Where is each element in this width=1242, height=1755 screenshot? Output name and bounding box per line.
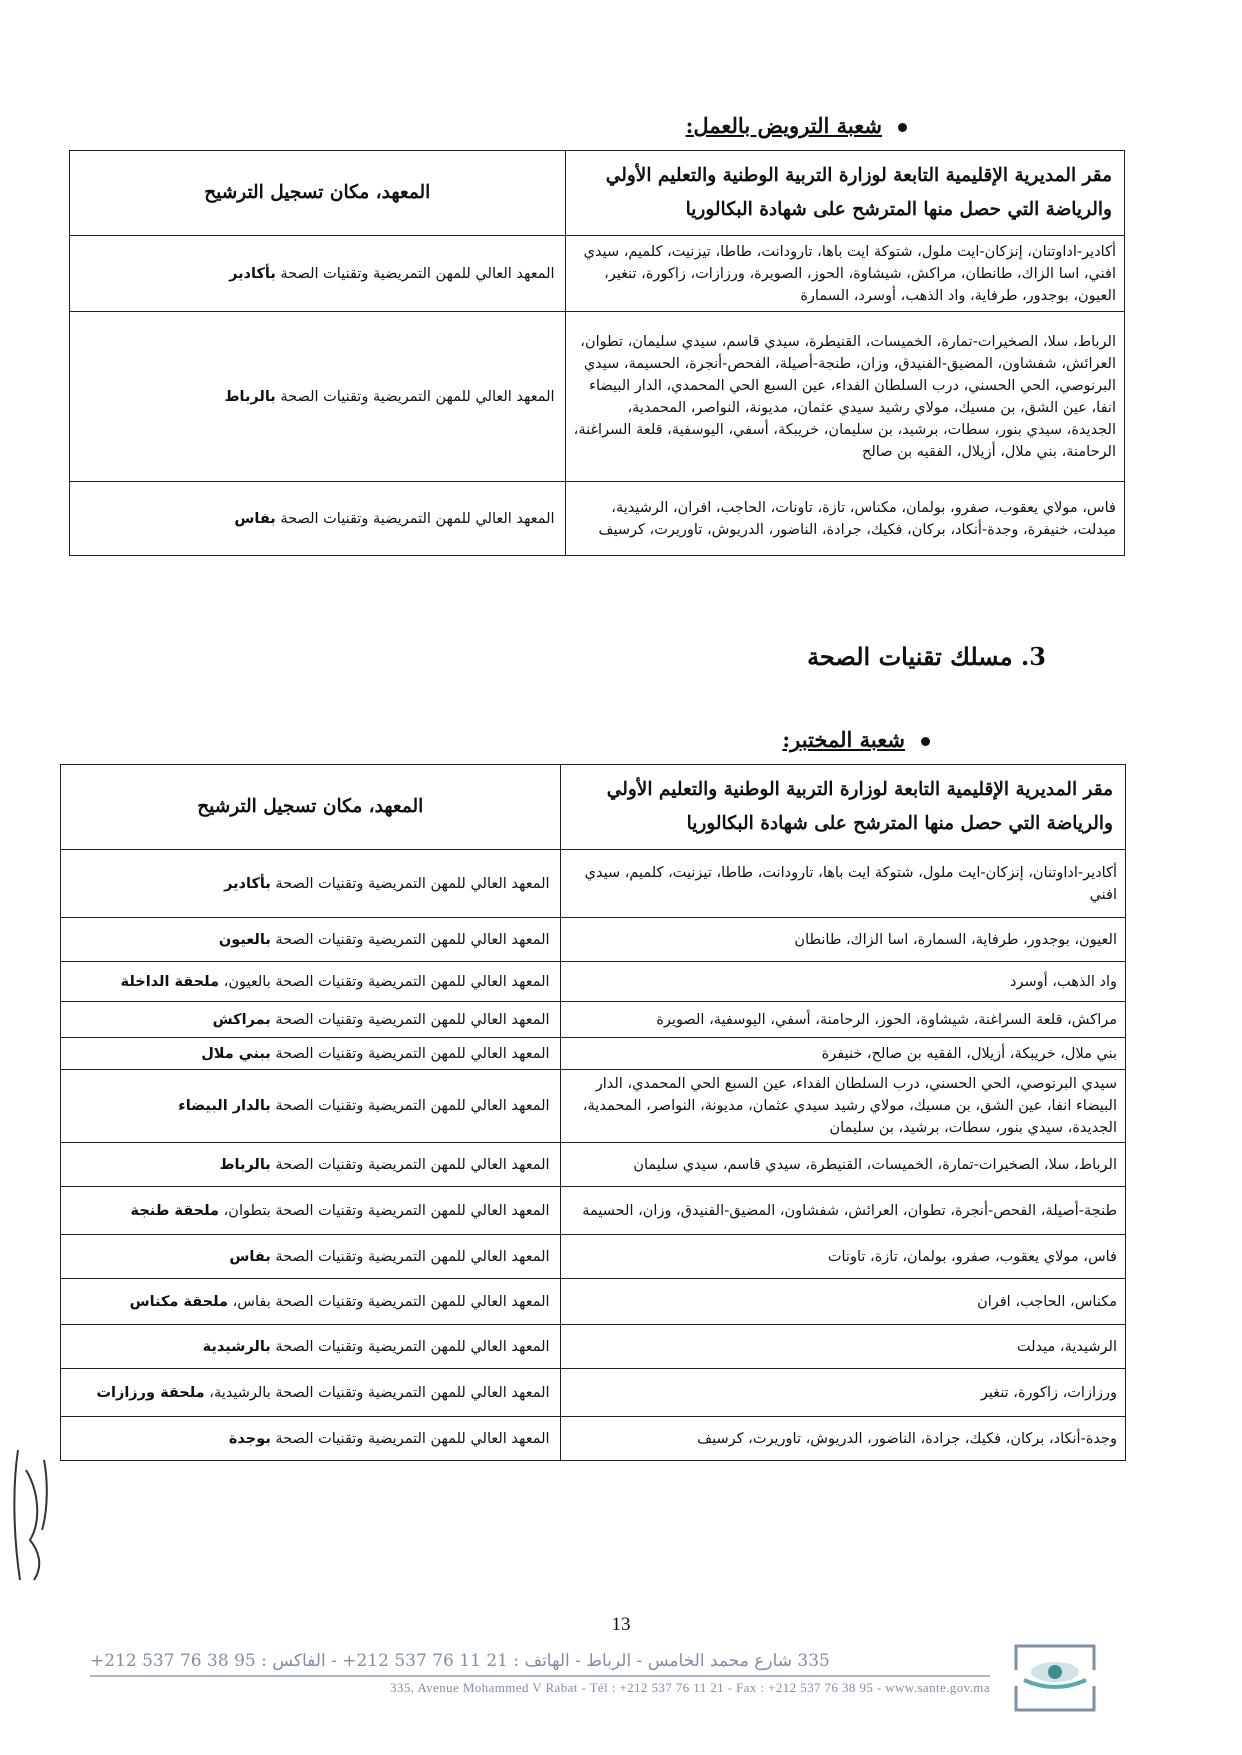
table-b-row — [61, 1187, 1126, 1235]
institute-cell — [61, 1038, 561, 1070]
institute-city: بالدار البيضاء — [178, 1098, 271, 1114]
regions-cell: الرباط، سلا، الصخيرات-تمارة، الخميسات، القنيطرة، سيدي قاسم، سيدي سليمان، تطوان، العرائش، شفشاون، المضيق-الفنيدق، وزان، طنجة-أصيلة، الفحص-أنجرة، الحسيمة، سيدي البرنوصي، الحي الحسني، درب السلطان الفداء، عين السبع الحي المحمدي، الدار البيضاء انفا، عين الشق، بن مسيك، مولاي رشيد سيدي عثمان، مديونة، النواصر، المحمدية، الجديدة، سيدي بنور، سطات، برشيد، بن سليمان، خريبكة، أسفي، اليوسفية، قلعة السراغنة، الرحامنة، بني ملال، أزيلال، الفقيه بن صالح — [565, 312, 1124, 482]
regions-cell: وجدة-أنكاد، بركان، فكيك، جرادة، الناضور، الدريوش، تاوريرت، كرسيف — [560, 1417, 1125, 1461]
institute-cell — [61, 1279, 561, 1325]
table-a-row — [70, 312, 1125, 482]
table-b-row — [61, 1279, 1126, 1325]
institute-name: المعهد العالي للمهن التمريضية وتقنيات الصحة — [275, 1248, 550, 1265]
regions-cell: مراكش، قلعة السراغنة، شيشاوة، الحوز، الرحامنة، أسفي، اليوسفية، الصويرة — [560, 1002, 1125, 1038]
institute-city: بمراكش — [212, 1011, 271, 1028]
regions-cell: الرشيدية، ميدلت — [560, 1325, 1125, 1369]
table-b-row — [61, 850, 1126, 918]
bullet-heading-b: شعبة المختبر: — [782, 727, 930, 752]
regions-cell: واد الذهب، أوسرد — [560, 962, 1125, 1002]
institute-cell — [61, 1235, 561, 1279]
footer-divider — [90, 1675, 990, 1677]
table-a-header-institute: المعهد، مكان تسجيل الترشيح — [70, 151, 566, 236]
regions-cell: ورزازات، زاكورة، تنغير — [560, 1369, 1125, 1417]
regions-cell: العيون، بوجدور، طرفاية، السمارة، اسا الزاك، طانطان — [560, 918, 1125, 962]
table-b-row — [61, 1325, 1126, 1369]
institute-cell — [61, 1325, 561, 1369]
institute-name: المعهد العالي للمهن التمريضية وتقنيات الصحة بفاس، — [232, 1293, 550, 1310]
table-a-header-directorate: مقر المديرية الإقليمية التابعة لوزارة التربية الوطنية والتعليم الأولي والرياضة التي حصل منها المترشح على شهادة البكالوريا — [565, 151, 1124, 236]
regions-cell: الرباط، سلا، الصخيرات-تمارة، الخميسات، القنيطرة، سيدي قاسم، سيدي سليمان — [560, 1143, 1125, 1187]
institute-cell — [61, 1369, 561, 1417]
institute-cell — [61, 1417, 561, 1461]
table-b-row — [61, 1070, 1126, 1143]
regions-cell: فاس، مولاي يعقوب، صفرو، بولمان، مكناس، تازة، تاونات، الحاجب، افران، الرشيدية، ميدلت، خنيفرة، وجدة-أنكاد، بركان، فكيك، جرادة، الناضور، الدريوش، تاوريرت، كرسيف — [565, 482, 1124, 556]
signature-mark — [8, 1440, 58, 1590]
institute-cell — [61, 1070, 561, 1143]
page-number: 13 — [611, 1614, 631, 1635]
table-a-row — [70, 236, 1125, 312]
institute-cell — [61, 1143, 561, 1187]
table-occupational-therapy — [69, 150, 1125, 556]
table-laboratory — [60, 764, 1126, 1461]
table-b-row — [61, 962, 1126, 1002]
institute-name: المعهد العالي للمهن التمريضية وتقنيات الصحة — [280, 510, 555, 527]
ministry-logo-icon — [1010, 1642, 1100, 1714]
table-b-row — [61, 1369, 1126, 1417]
table-b-row — [61, 1417, 1126, 1461]
institute-name: المعهد العالي للمهن التمريضية وتقنيات الصحة — [275, 1045, 550, 1062]
institute-name: المعهد العالي للمهن التمريضية وتقنيات الصحة — [275, 1011, 550, 1028]
institute-name: المعهد العالي للمهن التمريضية وتقنيات الصحة — [275, 1156, 550, 1173]
regions-cell: فاس، مولاي يعقوب، صفرو، بولمان، تازة، تاونات — [560, 1235, 1125, 1279]
regions-cell: بني ملال، خريبكة، أزيلال، الفقيه بن صالح، خنيفرة — [560, 1038, 1125, 1070]
bullet-icon — [921, 737, 930, 746]
footer-latin: 335, Avenue Mohammed V Rabat - Tél : +212 537 76 11 21 - Fax : +212 537 76 38 95 - www.sante.gov.ma — [390, 1680, 990, 1695]
institute-city: بفاس — [229, 1248, 271, 1265]
institute-name: المعهد العالي للمهن التمريضية وتقنيات الصحة — [280, 265, 555, 282]
institute-city: ملحقة ورزازات — [96, 1384, 205, 1401]
footer-arabic: 335 شارع محمد الخامس - الرباط - الهاتف : 21 11 76 537 212+ - الفاكس : 95 38 76 537 212+ — [90, 1651, 830, 1671]
institute-name: المعهد العالي للمهن التمريضية وتقنيات الصحة بتطوان، — [223, 1202, 550, 1219]
institute-city: ببني ملال — [201, 1045, 271, 1062]
institute-name: المعهد العالي للمهن التمريضية وتقنيات الصحة بالعيون، — [223, 973, 550, 990]
institute-city: بالرباط — [224, 388, 276, 405]
institute-name: المعهد العالي للمهن التمريضية وتقنيات الصحة — [275, 1098, 550, 1114]
bullet-heading-a: شعبة الترويض بالعمل: — [686, 113, 907, 138]
regions-cell: مكناس، الحاجب، افران — [560, 1279, 1125, 1325]
institute-city: بالعيون — [218, 931, 271, 948]
regions-cell: أكادير-اداوتنان، إنزكان-ايت ملول، شتوكة ايت باها، تارودانت، طاطا، تيزنيت، كلميم، سيدي افني — [560, 850, 1125, 918]
institute-city: ملحقة مكناس — [129, 1293, 228, 1310]
institute-cell — [61, 1187, 561, 1235]
regions-cell: طنجة-أصيلة، الفحص-أنجرة، تطوان، العرائش، شفشاون، المضيق-الفنيدق، وزان، الحسيمة — [560, 1187, 1125, 1235]
institute-name: المعهد العالي للمهن التمريضية وتقنيات الصحة — [275, 875, 550, 892]
institute-cell — [70, 482, 566, 556]
institute-name: المعهد العالي للمهن التمريضية وتقنيات الصحة — [275, 1430, 550, 1447]
institute-city: بفاس — [234, 510, 276, 527]
institute-name: المعهد العالي للمهن التمريضية وتقنيات الصحة — [275, 931, 550, 948]
institute-cell — [70, 236, 566, 312]
table-b-row — [61, 1038, 1126, 1070]
table-b-row — [61, 918, 1126, 962]
institute-city: بأكادير — [224, 875, 271, 892]
bullet-icon — [898, 123, 907, 132]
regions-cell: سيدي البرنوصي، الحي الحسني، درب السلطان الفداء، عين السبع الحي المحمدي، الدار البيضاء انفا، عين الشق، بن مسيك، مولاي رشيد سيدي عثمان، مديونة، النواصر، المحمدية، الجديدة، سيدي بنور، سطات، برشيد، بن سليمان — [560, 1070, 1125, 1143]
institute-name: المعهد العالي للمهن التمريضية وتقنيات الصحة بالرشيدية، — [209, 1384, 550, 1401]
table-b-header-institute: المعهد، مكان تسجيل الترشيح — [61, 765, 561, 850]
table-a-row — [70, 482, 1125, 556]
section-heading: 3. مسلك تقنيات الصحة — [807, 642, 1046, 671]
institute-city: ملحقة الداخلة — [120, 973, 220, 990]
table-b-row — [61, 1002, 1126, 1038]
institute-cell — [61, 918, 561, 962]
institute-name: المعهد العالي للمهن التمريضية وتقنيات الصحة — [280, 388, 555, 405]
table-b-row — [61, 1143, 1126, 1187]
institute-city: ملحقة طنجة — [130, 1202, 219, 1219]
institute-name: المعهد العالي للمهن التمريضية وتقنيات الصحة — [275, 1338, 550, 1355]
institute-cell — [61, 850, 561, 918]
institute-city: بالرشيدية — [202, 1338, 271, 1355]
institute-cell — [61, 1002, 561, 1038]
institute-cell — [70, 312, 566, 482]
regions-cell: أكادير-اداوتنان، إنزكان-ايت ملول، شتوكة ايت باها، تارودانت، طاطا، تيزنيت، كلميم، سيدي افني، اسا الزاك، طانطان، مراكش، شيشاوة، الحوز، الصويرة، ورزازات، زاكورة، تنغير، العيون، بوجدور، طرفاية، واد الذهب، أوسرد، السمارة — [565, 236, 1124, 312]
institute-city: بأكادير — [229, 265, 276, 282]
institute-cell — [61, 962, 561, 1002]
institute-city: بالرباط — [219, 1156, 271, 1173]
table-b-header-directorate: مقر المديرية الإقليمية التابعة لوزارة التربية الوطنية والتعليم الأولي والرياضة التي حصل منها المترشح على شهادة البكالوريا — [560, 765, 1125, 850]
table-b-row — [61, 1235, 1126, 1279]
institute-city: بوجدة — [228, 1430, 271, 1447]
